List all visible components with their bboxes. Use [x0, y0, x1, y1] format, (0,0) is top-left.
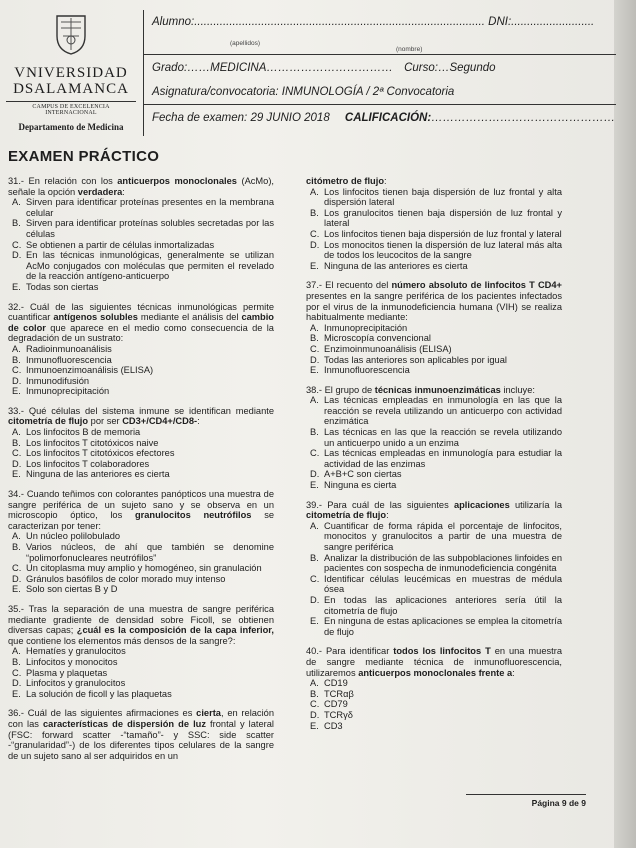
option-letter: A. [12, 427, 21, 438]
option-text: Todas las anteriores son aplicables por igual [324, 354, 507, 365]
option-letter: B. [310, 552, 319, 563]
option-letter: A. [310, 322, 319, 333]
grado-row [152, 62, 496, 74]
option-letter: E. [310, 616, 319, 627]
option-text: Gránulos basófilos de color morado muy intenso [26, 573, 226, 584]
option-text: La solución de ficoll y las plaquetas [26, 688, 172, 699]
answer-option [306, 721, 562, 732]
page-number: Página 9 de 9 [466, 794, 586, 808]
option-letter: E. [310, 480, 319, 491]
right-column [306, 176, 562, 740]
option-text: Enzimoinmunoanálisis (ELISA) [324, 343, 452, 354]
option-text: Un citoplasma muy amplio y homogéneo, sin granulación [26, 563, 262, 574]
answer-option [306, 480, 562, 491]
option-letter: D. [310, 594, 320, 605]
answer-option [306, 261, 562, 272]
option-text: A+B+C son ciertas [324, 469, 402, 480]
option-text: Los linfocitos tienen baja dispersión de luz frontal y alta dispersión lateral [324, 186, 562, 208]
option-letter: E. [12, 469, 21, 480]
option-letter: E. [12, 688, 21, 699]
option-letter: D. [12, 573, 22, 584]
options-list [8, 344, 274, 397]
answer-option [306, 427, 562, 448]
option-letter: D. [310, 239, 320, 250]
option-letter: E. [310, 260, 319, 271]
options-list [306, 187, 562, 272]
option-text: Los linfocitos T colaboradores [26, 458, 150, 469]
option-letter: D. [310, 354, 320, 365]
answer-option [306, 469, 562, 480]
left-column [8, 176, 274, 770]
option-text: CD19 [324, 678, 348, 689]
answer-option [306, 689, 562, 700]
answer-option [8, 678, 274, 689]
option-text: TCRγδ [324, 709, 353, 720]
option-text: Todas son ciertas [26, 281, 99, 292]
question-33 [8, 406, 274, 480]
answer-option [8, 657, 274, 668]
options-list [306, 678, 562, 731]
option-text: Inmunofluorescencia [26, 354, 112, 365]
dni-field[interactable]: .......................... [511, 16, 595, 28]
answer-option [306, 323, 562, 334]
paper-edge-shadow [614, 0, 636, 848]
option-text: Inmunoenzimoanálisis (ELISA) [26, 365, 154, 376]
option-letter: A. [12, 531, 21, 542]
option-letter: C. [310, 448, 320, 459]
page-title: EXAMEN PRÁCTICO [8, 148, 160, 165]
options-list [8, 531, 274, 595]
answer-option [306, 448, 562, 469]
option-text: Los monocitos tienen la dispersión de luz lateral más alta de todos los leucocitos de la sangre [324, 239, 562, 261]
exam-header [143, 10, 616, 136]
question-35 [8, 604, 274, 699]
question-40 [306, 646, 562, 731]
option-letter: B. [12, 354, 21, 365]
options-list [306, 521, 562, 638]
question-text: 36.- Cuál de las siguientes afirmaciones es cierta, en relación con las características de dispersión de luz frontal y lateral (FSC: forward scatter -“tamaño”- y SSC: side scatter -“granularidad”-) de los diferentes tipos celulares de la sangre de un sujeto sano al ser adquiridos en un [8, 708, 274, 761]
alumno-field[interactable]: ........................................................................................... [194, 16, 485, 28]
question-36-continued [306, 176, 562, 271]
answer-option [8, 240, 274, 251]
option-text: Inmunofluorescencia [324, 365, 410, 376]
answer-option [8, 531, 274, 542]
answer-option [8, 218, 274, 239]
option-letter: E. [310, 365, 319, 376]
options-list [306, 323, 562, 376]
answer-option [306, 395, 562, 427]
header-divider [144, 54, 616, 55]
option-letter: C. [12, 563, 22, 574]
answer-option [306, 365, 562, 376]
question-text: 39.- Para cuál de las siguientes aplicaciones utilizaría la citometría de flujo: [306, 499, 563, 521]
option-text: Linfocitos y granulocitos [26, 678, 126, 689]
option-letter: C. [310, 228, 320, 239]
asignatura-label: Asignatura/convocatoria: INMUNOLOGÍA / 2ª Convocatoria [152, 86, 455, 98]
answer-option [8, 365, 274, 376]
option-text: En todas las aplicaciones anteriores sería útil la citometría de flujo [324, 594, 562, 616]
question-38 [306, 385, 562, 491]
option-letter: B. [310, 333, 319, 344]
option-letter: C. [12, 239, 22, 250]
option-letter: D. [12, 250, 22, 261]
university-logo [6, 12, 136, 132]
option-text: Los granulocitos tienen baja dispersión de luz frontal y lateral [324, 207, 562, 229]
option-letter: D. [12, 458, 22, 469]
campus-label: CAMPUS DE EXCELENCIA INTERNACIONAL [6, 101, 136, 116]
answer-option [8, 355, 274, 366]
answer-option [8, 250, 274, 282]
question-text: 33.- Qué células del sistema inmune se identifican mediante citometría de flujo por ser CD3+/CD4+/CD8-: [8, 405, 274, 427]
answer-option [8, 282, 274, 293]
fecha-label: Fecha de examen: 29 JUNIO 2018 [152, 112, 330, 124]
options-list [8, 646, 274, 699]
answer-option [306, 240, 562, 261]
option-text: Se obtienen a partir de células inmortalizadas [26, 239, 215, 250]
option-text: Hematíes y granulocitos [26, 646, 126, 657]
answer-option [8, 344, 274, 355]
option-text: Un núcleo polilobulado [26, 531, 121, 542]
answer-option [306, 574, 562, 595]
option-text: Los linfocitos T citotóxicos naive [26, 437, 159, 448]
option-text: TCRαβ [324, 688, 354, 699]
option-letter: C. [12, 365, 22, 376]
answer-option [8, 646, 274, 657]
answer-option [306, 333, 562, 344]
answer-option [306, 208, 562, 229]
option-text: Ninguna es cierta [324, 480, 397, 491]
option-text: Inmunoprecipitación [26, 386, 110, 397]
answer-option [8, 574, 274, 585]
answer-option [306, 521, 562, 553]
option-text: Sirven para identificar proteínas solubles secretadas por las células [26, 218, 274, 239]
answer-option [8, 438, 274, 449]
option-text: Cuantificar de forma rápida el porcentaje de linfocitos, monocitos y granulocitos a partir de una muestra de sangre periférica [324, 520, 562, 552]
answer-option [306, 678, 562, 689]
option-text: Identificar células leucémicas en muestras de médula ósea [324, 573, 562, 595]
option-text: Radioinmunoanálisis [26, 343, 112, 354]
options-list [306, 395, 562, 490]
answer-option [306, 355, 562, 366]
option-letter: B. [12, 218, 21, 229]
option-text: Inmunoprecipitación [324, 322, 408, 333]
option-letter: A. [310, 186, 319, 197]
question-39 [306, 500, 562, 638]
option-letter: C. [310, 573, 320, 584]
option-text: CD3 [324, 720, 343, 731]
answer-option [306, 710, 562, 721]
option-text: Las técnicas empleadas en inmunología en las que la reacción se revela utilizando un anticuerpo con actividad enzimática [324, 395, 562, 427]
option-letter: B. [12, 656, 21, 667]
option-text: Varios núcleos, de ahí que también se denomine “polimorfonucleares neutrófilos” [26, 542, 274, 563]
option-letter: D. [310, 709, 320, 720]
answer-option [306, 187, 562, 208]
calificacion-field[interactable]: ………………………………………… [431, 112, 616, 124]
answer-option [306, 595, 562, 616]
header-divider [144, 104, 616, 105]
question-36 [8, 708, 274, 761]
option-text: Las técnicas empleadas en inmunología para estudiar la actividad de las enzimas [324, 448, 562, 469]
option-letter: C. [12, 448, 22, 459]
university-name-line1: VNIVERSIDAD [14, 65, 128, 81]
option-text: Plasma y plaquetas [26, 667, 108, 678]
option-letter: A. [12, 646, 21, 657]
option-text: Los linfocitos B de memoria [26, 427, 141, 438]
option-text: Ninguna de las anteriores es cierta [324, 260, 468, 271]
options-list [8, 427, 274, 480]
university-name-line2: DSALAMANCA [13, 81, 129, 97]
question-text: 35.- Tras la separación de una muestra de sangre periférica mediante gradiente de densidad sobre Ficoll, se obtienen diversas capas; ¿cuál es la composición de la capa inferior, que contiene los elementos más densos de la sangre?: [8, 603, 274, 646]
dni-label: DNI: [488, 16, 512, 28]
option-text: CD79 [324, 699, 348, 710]
alumno-label: Alumno: [152, 16, 195, 28]
option-text: Las técnicas en las que la reacción se revela utilizando un anticuerpo unido a un enzima [324, 427, 562, 448]
option-letter: D. [310, 469, 320, 480]
option-letter: A. [12, 343, 21, 354]
option-letter: D. [12, 375, 22, 386]
answer-option [8, 197, 274, 218]
answer-option [8, 376, 274, 387]
answer-option [8, 469, 274, 480]
answer-option [8, 427, 274, 438]
question-text: 38.- El grupo de técnicas inmunoenzimáticas incluye: [306, 384, 535, 395]
answer-option [8, 459, 274, 470]
option-letter: C. [310, 699, 320, 710]
nombre-hint: (nombre) [396, 46, 423, 53]
curso-label: Curso:…Segundo [404, 62, 496, 74]
answer-option [8, 689, 274, 700]
option-letter: A. [310, 395, 319, 406]
calificacion-label: CALIFICACIÓN: [344, 112, 432, 124]
answer-option [8, 386, 274, 397]
option-letter: B. [12, 542, 21, 552]
option-letter: D. [12, 678, 22, 689]
option-text: Los linfocitos T citotóxicos efectores [26, 448, 175, 459]
fecha-row [152, 112, 615, 124]
option-letter: B. [310, 688, 319, 699]
options-list [8, 197, 274, 292]
answer-option [306, 616, 562, 637]
option-text: Analizar la distribución de las subpoblaciones linfoides en pacientes con sospecha de inmunodeficiencia congénita [324, 552, 562, 574]
option-letter: C. [310, 343, 320, 354]
answer-option [8, 584, 274, 595]
question-text: 31.- En relación con los anticuerpos monoclonales (AcMo), señale la opción verdadera: [8, 176, 275, 197]
question-text: 34.- Cuando teñimos con colorantes panópticos una muestra de sangre periférica de un sujeto sano y se observa en un microscopio óptico, los granulocitos neutrófilos se caracterizan por tener: [8, 489, 275, 531]
option-text: Los linfocitos tienen baja dispersión de luz frontal y lateral [324, 228, 562, 239]
answer-option [306, 553, 562, 574]
option-letter: A. [310, 678, 319, 689]
answer-option [306, 699, 562, 710]
option-text: En las técnicas inmunológicas, generalmente se utilizan AcMo conjugados con moléculas que permiten el revelado de la reacción antígeno-anticuerpo [26, 250, 274, 282]
question-text: citómetro de flujo: [306, 176, 387, 186]
department-label: Departamento de Medicina [18, 122, 124, 132]
option-text: En ninguna de estas aplicaciones se emplea la citometría de flujo [324, 616, 562, 637]
option-text: Ninguna de las anteriores es cierta [26, 469, 170, 480]
option-letter: E. [310, 720, 319, 731]
question-37 [306, 280, 562, 375]
question-32 [8, 302, 274, 397]
question-text: 37.- El recuento del número absoluto de linfocitos T CD4+ presentes en la sangre periférica de los pacientes infectados por el virus de la inmunodeficiencia humana (VIH) se realiza habitualmente mediante: [306, 280, 562, 323]
option-letter: E. [12, 386, 21, 397]
option-letter: B. [310, 207, 319, 218]
question-text: 40.- Para identificar todos los linfocitos T en una muestra de sangre mediante técnica de inmunofluorescencia, utilizaremos anticuerpos monoclonales frente a: [306, 646, 562, 678]
option-text: Sirven para identificar proteínas presentes en la membrana celular [26, 197, 274, 218]
option-text: Inmunodifusión [26, 375, 90, 386]
alumno-row [152, 16, 594, 28]
question-34 [8, 489, 274, 595]
option-letter: C. [12, 667, 22, 678]
option-letter: B. [12, 437, 21, 448]
option-text: Linfocitos y monocitos [26, 656, 118, 667]
option-text: Solo son ciertas B y D [26, 584, 118, 595]
option-letter: A. [12, 197, 21, 208]
apellidos-hint: (apellidos) [230, 40, 260, 47]
answer-option [8, 563, 274, 574]
answer-option [8, 668, 274, 679]
option-letter: A. [310, 520, 319, 531]
answer-option [306, 229, 562, 240]
answer-option [8, 448, 274, 459]
option-letter: E. [12, 281, 21, 292]
option-text: Microscopía convencional [324, 333, 431, 344]
answer-option [8, 542, 274, 563]
answer-option [306, 344, 562, 355]
crest-icon [53, 12, 89, 56]
option-letter: E. [12, 584, 21, 595]
option-letter: B. [310, 427, 319, 438]
question-text: 32.- Cuál de las siguientes técnicas inmunológicas permite cuantificar antígenos solubles mediante el análisis del cambio de color que aparece en el medio como consecuencia de la degradación de un sustrato: [8, 301, 274, 344]
question-31 [8, 176, 274, 293]
grado-label: Grado:……MEDICINA…………………………… [152, 62, 393, 74]
